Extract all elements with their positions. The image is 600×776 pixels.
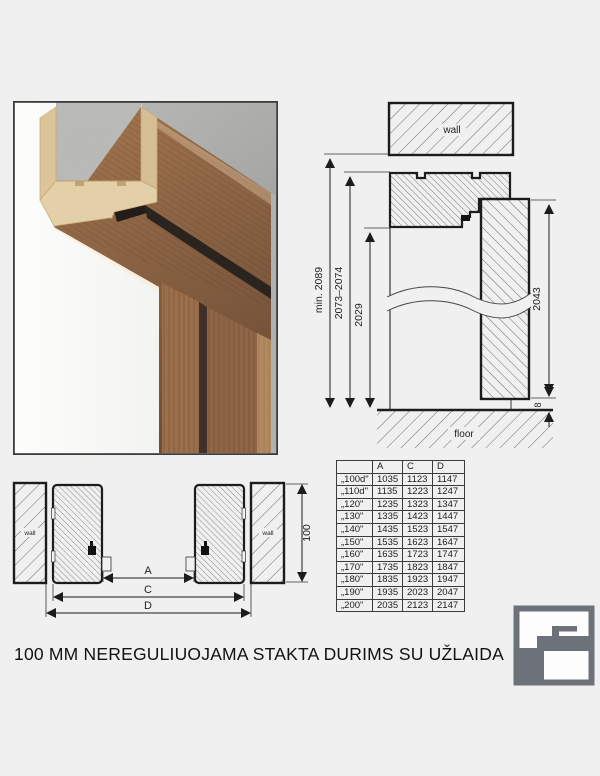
table-cell: 1923 [403,574,433,587]
floor [377,410,553,448]
table-cell: „170" [337,561,373,574]
table-row [337,486,465,499]
spec-table [336,460,465,612]
horizontal-section-diagram [0,455,335,625]
table-cell: 2123 [403,599,433,612]
page-title: 100 MM NEREGULIUOJAMA STAKTA DURIMS SU UŽLAIDA [14,644,504,664]
table-cell: 1347 [433,498,465,511]
table-cell: 1835 [373,574,403,587]
table-cell: 2047 [433,586,465,599]
table-cell: „160" [337,549,373,562]
table-cell: 1823 [403,561,433,574]
dim-floor-gap: 8 [533,402,543,408]
table-row [337,511,465,524]
dim-c-label: C [144,584,152,596]
table-cell: 1423 [403,511,433,524]
dim-depth-label: 100 [301,524,313,542]
table-cell: 2147 [433,599,465,612]
table-cell: 1323 [403,498,433,511]
dim-opening-height: 2029 [353,303,365,327]
table-cell: 1247 [433,486,465,499]
table-cell: „100d" [337,473,373,486]
table-cell: 1335 [373,511,403,524]
table-cell: 1535 [373,536,403,549]
table-cell: 1135 [373,486,403,499]
dim-frame-height: 2073–2074 [333,266,345,320]
table-cell: 1623 [403,536,433,549]
wall-block [389,103,513,155]
frame-corner-photo [13,101,278,455]
table-row [337,523,465,536]
table-cell: „130" [337,511,373,524]
table-cell: „110d" [337,486,373,499]
wall-label: wall [443,125,461,136]
frame-profile-right [186,485,246,583]
table-header-cell: A [373,461,403,474]
table-row [337,561,465,574]
dim-door-height: 2043 [531,287,543,311]
table-cell: 1435 [373,523,403,536]
table-cell: 1747 [433,549,465,562]
dim-d-label: D [144,600,152,612]
spec-table-body [337,473,465,612]
table-cell: „180" [337,574,373,587]
table-cell: 1947 [433,574,465,587]
table-row [337,549,465,562]
table-cell: „140" [337,523,373,536]
frame-profile-left [52,485,112,583]
table-cell: 1123 [403,473,433,486]
table-cell: 1635 [373,549,403,562]
dim-a-label: A [144,565,152,577]
table-header-cell: D [433,461,465,474]
table-row [337,536,465,549]
table-cell: 1035 [373,473,403,486]
table-cell: 2023 [403,586,433,599]
wall-right-label: wall [262,530,274,537]
table-cell: 1523 [403,523,433,536]
table-row [337,574,465,587]
table-header-row [337,461,465,474]
table-cell: 1547 [433,523,465,536]
wall-right [251,483,284,583]
vertical-section-diagram [300,90,600,460]
table-cell: 1647 [433,536,465,549]
table-cell: „190" [337,586,373,599]
table-cell: „200" [337,599,373,612]
table-cell: 2035 [373,599,403,612]
table-cell: 1147 [433,473,465,486]
table-header-cell [337,461,373,474]
wall-left-label: wall [24,530,36,537]
spec-table-head [337,461,465,474]
table-header-cell: C [403,461,433,474]
table-cell: 1847 [433,561,465,574]
table-cell: 1447 [433,511,465,524]
table-row [337,473,465,486]
dim-min-height: min. 2089 [313,266,325,314]
table-cell: 1735 [373,561,403,574]
table-cell: „120" [337,498,373,511]
table-row [337,498,465,511]
table-cell: „150" [337,536,373,549]
table-row [337,599,465,612]
head-seal [461,215,470,221]
frame-profile-logo [513,605,595,686]
table-row [337,586,465,599]
table-cell: 1723 [403,549,433,562]
table-cell: 1935 [373,586,403,599]
table-cell: 1235 [373,498,403,511]
wall-left [14,483,46,583]
table-cell: 1223 [403,486,433,499]
floor-label: floor [454,429,474,440]
